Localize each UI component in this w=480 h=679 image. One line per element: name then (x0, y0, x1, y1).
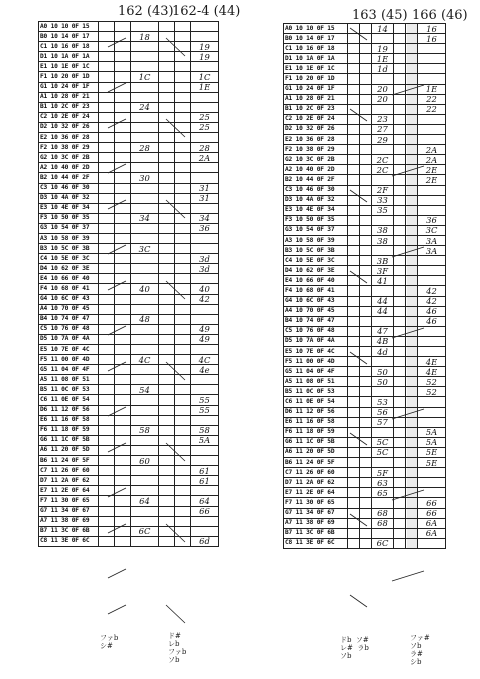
register-code: C7 11 26 0F 60 (39, 466, 99, 476)
register-code: C3 10 46 0F 30 (284, 185, 348, 195)
value-b: 42 (418, 296, 446, 306)
value-a: 3B (372, 256, 394, 266)
register-code: B7 11 3C 0F 6B (39, 526, 99, 536)
value-a: 28 (131, 143, 159, 153)
register-code: E2 10 36 0F 28 (39, 133, 99, 143)
value-a: 33 (372, 195, 394, 205)
register-code: F5 11 00 0F 4D (284, 357, 348, 367)
value-a: 14 (372, 24, 394, 34)
right-footer-b: ファ# ソb ラ# シb (410, 634, 430, 666)
value-b: 16 (418, 34, 446, 44)
value-b: 42 (418, 286, 446, 296)
value-a: 56 (372, 407, 394, 417)
value-b: 3d (191, 264, 219, 274)
register-code: E6 11 16 0F 58 (39, 415, 99, 425)
value-b: 49 (191, 334, 219, 344)
register-code: F1 10 20 0F 1D (284, 74, 348, 84)
register-code: G4 10 6C 0F 43 (284, 296, 348, 306)
register-code: G2 10 3C 0F 2B (284, 155, 348, 165)
value-a: 5C (372, 447, 394, 457)
register-code: B5 11 0C 0F 53 (39, 385, 99, 395)
value-b: 2E (418, 165, 446, 175)
value-a: 44 (372, 296, 394, 306)
register-code: D4 10 62 0F 3E (39, 264, 99, 274)
register-code: B3 10 5C 0F 3B (39, 244, 99, 254)
register-code: B4 10 74 0F 47 (284, 316, 348, 326)
register-code: C5 10 76 0F 48 (284, 326, 348, 336)
value-a: 3C (131, 244, 159, 254)
register-code: F3 10 50 0F 35 (39, 213, 99, 223)
register-code: B6 11 24 0F 5F (284, 458, 348, 468)
value-a: 1C (131, 72, 159, 82)
register-code: A3 10 58 0F 39 (39, 233, 99, 243)
register-code: D5 10 7A 0F 4A (39, 334, 99, 344)
register-code: C7 11 26 0F 60 (284, 468, 348, 478)
register-code: E1 10 1E 0F 1C (284, 64, 348, 74)
register-code: E3 10 4E 0F 34 (284, 205, 348, 215)
register-code: B2 10 44 0F 2F (284, 175, 348, 185)
register-code: F7 11 30 0F 65 (39, 496, 99, 506)
register-code: A3 10 58 0F 39 (284, 235, 348, 245)
register-code: D7 11 2A 0F 62 (284, 478, 348, 488)
register-code: B2 10 44 0F 2F (39, 173, 99, 183)
value-a: 24 (131, 102, 159, 112)
register-code: B0 10 14 0F 17 (284, 34, 348, 44)
register-code: G1 10 24 0F 1F (39, 82, 99, 92)
value-b: 66 (418, 508, 446, 518)
register-code: F2 10 38 0F 29 (284, 145, 348, 155)
value-b: 64 (191, 496, 219, 506)
value-b: 3d (191, 254, 219, 264)
register-code: E3 10 4E 0F 34 (39, 203, 99, 213)
register-code: A6 11 20 0F 5D (39, 445, 99, 455)
value-a: 68 (372, 508, 394, 518)
right-footer-a: ドb ソ# レ# ラb ソb (340, 636, 369, 660)
register-code: G3 10 54 0F 37 (39, 223, 99, 233)
value-b: 4e (191, 365, 219, 375)
value-a: 47 (372, 326, 394, 336)
value-a: 2C (372, 155, 394, 165)
register-code: G5 11 04 0F 4F (284, 367, 348, 377)
value-a: 1d (372, 64, 394, 74)
value-b: 25 (191, 122, 219, 132)
value-b: 3A (418, 235, 446, 245)
value-a: 53 (372, 397, 394, 407)
register-code: B7 11 3C 0F 6B (284, 528, 348, 538)
register-code: G4 10 6C 0F 43 (39, 294, 99, 304)
register-code: E4 10 66 0F 40 (284, 276, 348, 286)
value-b: 3A (418, 246, 446, 256)
register-code: C5 10 76 0F 48 (39, 324, 99, 334)
register-code: D2 10 32 0F 26 (39, 122, 99, 132)
value-b: 16 (418, 24, 446, 34)
register-code: G6 11 1C 0F 5B (284, 437, 348, 447)
register-code: B0 10 14 0F 17 (39, 32, 99, 42)
register-code: C4 10 5E 0F 3C (39, 254, 99, 264)
register-code: D7 11 2A 0F 62 (39, 476, 99, 486)
register-code: F7 11 30 0F 65 (284, 498, 348, 508)
left-footer-b: ド# レb ファb ソb (168, 632, 187, 664)
value-b: 1C (191, 72, 219, 82)
register-code: A4 10 70 0F 45 (284, 306, 348, 316)
register-code: C8 11 3E 0F 6C (284, 538, 348, 548)
register-code: C6 11 0E 0F 54 (39, 395, 99, 405)
register-code: F5 11 00 0F 4D (39, 355, 99, 365)
register-code: D6 11 12 0F 56 (39, 405, 99, 415)
value-b: 42 (191, 294, 219, 304)
register-code: C3 10 46 0F 30 (39, 183, 99, 193)
value-b: 46 (418, 306, 446, 316)
value-b: 34 (191, 213, 219, 223)
value-a: 48 (131, 314, 159, 324)
left-footer-a: ファb シ# (100, 634, 119, 650)
value-b: 22 (418, 104, 446, 114)
register-code: G2 10 3C 0F 2B (39, 153, 99, 163)
value-a: 4B (372, 336, 394, 346)
register-code: D2 10 32 0F 26 (284, 124, 348, 134)
value-a: 19 (372, 44, 394, 54)
register-code: E1 10 1E 0F 1C (39, 62, 99, 72)
register-code: A2 10 40 0F 2D (39, 163, 99, 173)
value-a: 64 (131, 496, 159, 506)
register-code: G3 10 54 0F 37 (284, 225, 348, 235)
value-b: 46 (418, 316, 446, 326)
register-code: B1 10 2C 0F 23 (39, 102, 99, 112)
value-a: 34 (131, 213, 159, 223)
value-b: 4E (418, 357, 446, 367)
register-code: C6 11 0E 0F 54 (284, 397, 348, 407)
value-b: 31 (191, 183, 219, 193)
value-b: 58 (191, 425, 219, 435)
value-a: 20 (372, 94, 394, 104)
value-b: 28 (191, 143, 219, 153)
value-a: 38 (372, 235, 394, 245)
register-code: B1 10 2C 0F 23 (284, 104, 348, 114)
value-b: 5A (418, 427, 446, 437)
value-b: 5E (418, 458, 446, 468)
register-code: D4 10 62 0F 3E (284, 266, 348, 276)
value-b: 19 (191, 52, 219, 62)
value-a: 63 (372, 478, 394, 488)
register-code: D1 10 1A 0F 1A (284, 54, 348, 64)
register-code: A0 10 10 0F 15 (284, 24, 348, 34)
value-a: 6C (131, 526, 159, 536)
register-code: A5 11 08 0F 51 (39, 375, 99, 385)
value-b: 5E (418, 447, 446, 457)
value-a: 50 (372, 367, 394, 377)
value-a: 5F (372, 468, 394, 478)
register-code: F3 10 50 0F 35 (284, 215, 348, 225)
value-a: 40 (131, 284, 159, 294)
register-code: D1 10 1A 0F 1A (39, 52, 99, 62)
value-b: 31 (191, 193, 219, 203)
register-code: A7 11 38 0F 69 (39, 516, 99, 526)
register-code: E6 11 16 0F 58 (284, 417, 348, 427)
value-b: 1E (418, 84, 446, 94)
value-b: 2A (418, 145, 446, 155)
value-a: 44 (372, 306, 394, 316)
value-a: 30 (131, 173, 159, 183)
value-a: 65 (372, 488, 394, 498)
register-code: G1 10 24 0F 1F (284, 84, 348, 94)
register-code: C2 10 2E 0F 24 (284, 114, 348, 124)
register-code: A6 11 20 0F 5D (284, 447, 348, 457)
register-code: G5 11 04 0F 4F (39, 365, 99, 375)
value-a: 4d (372, 347, 394, 357)
value-b: 52 (418, 387, 446, 397)
value-a: 27 (372, 124, 394, 134)
register-code: B5 11 0C 0F 53 (284, 387, 348, 397)
register-code: E7 11 2E 0F 64 (284, 488, 348, 498)
value-b: 2A (191, 153, 219, 163)
value-a: 18 (131, 32, 159, 42)
value-b: 6A (418, 518, 446, 528)
value-a: 29 (372, 135, 394, 145)
value-b: 6d (191, 536, 219, 546)
value-b: 19 (191, 42, 219, 52)
register-code: F6 11 18 0F 59 (284, 427, 348, 437)
value-a: 54 (131, 385, 159, 395)
right-header-b: 166 (46) (412, 8, 468, 23)
left-header-b: 162-4 (44) (172, 4, 241, 19)
value-b: 6A (418, 528, 446, 538)
register-code: F4 10 68 0F 41 (284, 286, 348, 296)
value-a: 57 (372, 417, 394, 427)
value-a: 50 (372, 377, 394, 387)
value-a: 5C (372, 437, 394, 447)
value-b: 61 (191, 466, 219, 476)
value-a: 35 (372, 205, 394, 215)
value-a: 3F (372, 266, 394, 276)
register-code: F1 10 20 0F 1D (39, 72, 99, 82)
value-a: 58 (131, 425, 159, 435)
register-code: G7 11 34 0F 67 (39, 506, 99, 516)
left-header-a: 162 (43) (118, 4, 174, 19)
value-b: 3C (418, 225, 446, 235)
value-a: 68 (372, 518, 394, 528)
register-code: D6 11 12 0F 56 (284, 407, 348, 417)
value-a: 20 (372, 84, 394, 94)
value-b: 4E (418, 367, 446, 377)
register-code: E5 10 7E 0F 4C (284, 347, 348, 357)
value-b: 4C (191, 355, 219, 365)
value-b: 36 (418, 215, 446, 225)
value-a: 23 (372, 114, 394, 124)
register-code: D5 10 7A 0F 4A (284, 336, 348, 346)
value-b: 5A (191, 435, 219, 445)
register-code: B6 11 24 0F 5F (39, 456, 99, 466)
right-header-a: 163 (45) (352, 8, 408, 23)
value-b: 61 (191, 476, 219, 486)
value-b: 1E (191, 82, 219, 92)
register-code: A5 11 08 0F 51 (284, 377, 348, 387)
value-b: 2E (418, 175, 446, 185)
register-code: F6 11 18 0F 59 (39, 425, 99, 435)
register-code: E5 10 7E 0F 4C (39, 345, 99, 355)
register-code: A1 10 28 0F 21 (39, 92, 99, 102)
register-code: F2 10 38 0F 29 (39, 143, 99, 153)
value-b: 5A (418, 437, 446, 447)
register-code: C1 10 16 0F 18 (39, 42, 99, 52)
value-b: 55 (191, 405, 219, 415)
register-code: G6 11 1C 0F 5B (39, 435, 99, 445)
register-code: E7 11 2E 0F 64 (39, 486, 99, 496)
value-b: 66 (191, 506, 219, 516)
register-code: A7 11 38 0F 69 (284, 518, 348, 528)
register-code: F4 10 68 0F 41 (39, 284, 99, 294)
register-code: C1 10 16 0F 18 (284, 44, 348, 54)
register-code: D3 10 4A 0F 32 (39, 193, 99, 203)
register-code: D3 10 4A 0F 32 (284, 195, 348, 205)
value-a: 2C (372, 165, 394, 175)
value-a: 4C (131, 355, 159, 365)
register-code: A4 10 70 0F 45 (39, 304, 99, 314)
value-b: 66 (418, 498, 446, 508)
register-code: E4 10 66 0F 40 (39, 274, 99, 284)
register-code: B4 10 74 0F 47 (39, 314, 99, 324)
value-a: 41 (372, 276, 394, 286)
value-b: 2A (418, 155, 446, 165)
value-b: 55 (191, 395, 219, 405)
value-b: 22 (418, 94, 446, 104)
register-code: G7 11 34 0F 67 (284, 508, 348, 518)
value-b: 40 (191, 284, 219, 294)
register-code: B3 10 5C 0F 3B (284, 246, 348, 256)
register-code: C4 10 5E 0F 3C (284, 256, 348, 266)
value-b: 49 (191, 324, 219, 334)
register-code: E2 10 36 0F 28 (284, 135, 348, 145)
value-b: 36 (191, 223, 219, 233)
register-code: A1 10 28 0F 21 (284, 94, 348, 104)
register-code: C2 10 2E 0F 24 (39, 112, 99, 122)
value-a: 38 (372, 225, 394, 235)
register-code: C8 11 3E 0F 6C (39, 536, 99, 546)
value-a: 2F (372, 185, 394, 195)
register-code: A0 10 10 0F 15 (39, 22, 99, 32)
register-code: A2 10 40 0F 2D (284, 165, 348, 175)
value-b: 52 (418, 377, 446, 387)
value-b: 25 (191, 112, 219, 122)
value-a: 6C (372, 538, 394, 548)
value-a: 60 (131, 456, 159, 466)
value-a: 1E (372, 54, 394, 64)
